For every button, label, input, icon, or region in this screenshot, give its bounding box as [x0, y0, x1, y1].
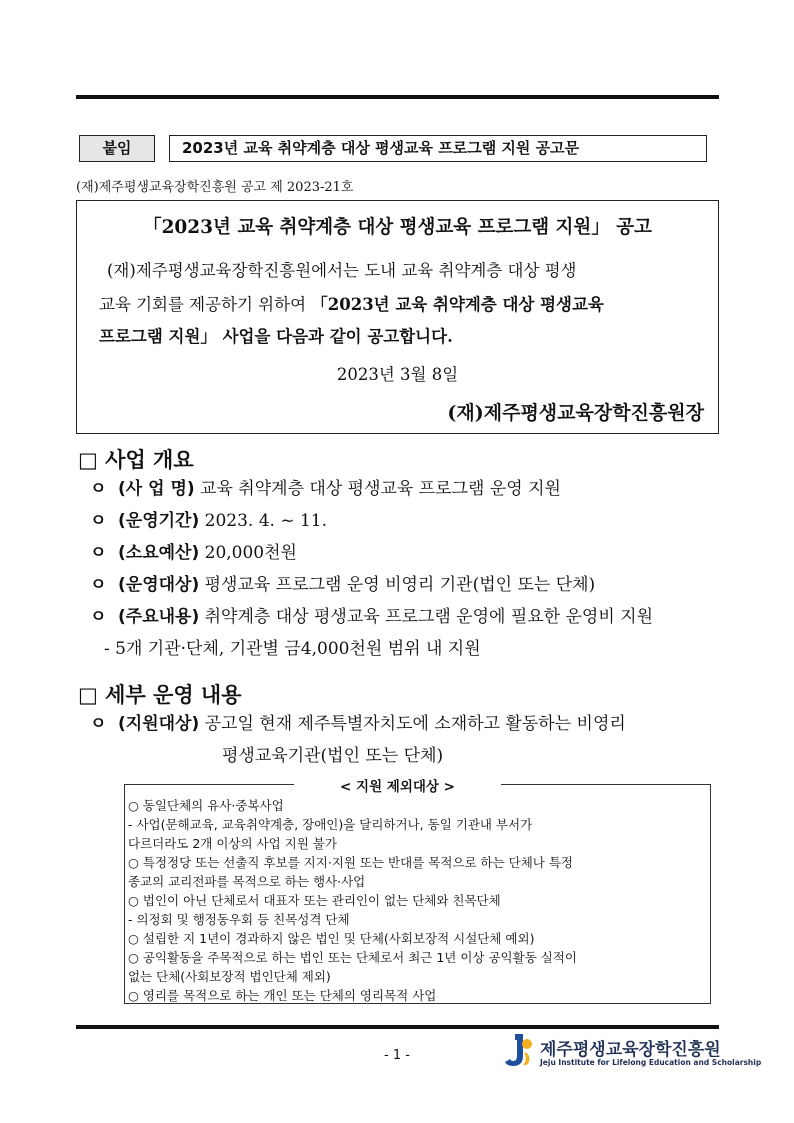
org-name-english: Jeju Institute for Lifelong Education and Scholarship	[540, 1058, 762, 1067]
exclusion-title: < 지원 제외대상 >	[340, 779, 455, 795]
exclusion-line: 다르더라도 2개 이상의 사업 지원 불가	[128, 836, 337, 851]
document-title: 2023년 교육 취약계층 대상 평생교육 프로그램 지원 공고문	[169, 135, 707, 162]
exclusion-line: ○ 공익활동을 주목적으로 하는 법인 또는 단체로서 최근 1년 이상 공익활동 실적이	[128, 950, 577, 965]
exclusion-line: ○ 동일단체의 유사·중복사업	[128, 798, 284, 813]
list-item	[90, 709, 626, 734]
exclusion-line: ○ 설립한 지 1년이 경과하지 않은 법인 및 단체(사회보장적 시설단체 예외)	[128, 931, 535, 946]
item-label: (운영기간)	[118, 511, 200, 531]
bullet-mark: ㅇ	[90, 543, 107, 563]
bullet-mark: ㅇ	[90, 575, 107, 595]
top-rule	[76, 95, 719, 99]
jeju-institute-logo-icon	[503, 1032, 533, 1068]
list-item	[90, 602, 653, 627]
exclusion-box-top-left-edge	[124, 784, 294, 785]
item-text: 2023. 4. ~ 11.	[199, 511, 328, 531]
exclusion-line: - 의정회 및 행정동우회 등 친목성격 단체	[128, 912, 350, 927]
bullet-mark: ㅇ	[90, 714, 107, 734]
notice-date: 2023년 3월 8일	[336, 365, 459, 384]
bullet-mark: ㅇ	[90, 511, 107, 531]
bottom-rule	[76, 1025, 719, 1029]
item-continuation: 평생교육기관(법인 또는 단체)	[222, 746, 444, 766]
bullet-mark: ㅇ	[90, 479, 107, 499]
page-number: - 1 -	[384, 1048, 410, 1063]
notice-body-line2	[99, 293, 699, 317]
item-label: (운영대상)	[118, 575, 200, 595]
notice-body-line3: 프로그램 지원」 사업을 다음과 같이 공고합니다.	[99, 327, 453, 346]
exclusion-line: - 사업(문해교육, 교육취약계층, 장애인)을 달리하거나, 동일 기관내 부서가	[128, 817, 533, 832]
org-name-korean: 제주평생교육장학진흥원	[540, 1040, 721, 1060]
notice-body-line2-plain: 교육 기회를 제공하기 위하여	[99, 295, 312, 314]
exclusion-box-top-right-edge	[501, 784, 711, 785]
item-text: 공고일 현재 제주특별자치도에 소재하고 활동하는 비영리	[199, 714, 626, 734]
item-text: 20,000천원	[199, 543, 297, 563]
bullet-mark: ㅇ	[90, 607, 107, 627]
exclusion-line: ○ 법인이 아닌 단체로서 대표자 또는 관리인이 없는 단체와 친목단체	[128, 893, 501, 908]
notice-title: 「2023년 교육 취약계층 대상 평생교육 프로그램 지원」 공고	[143, 217, 652, 238]
notice-box	[76, 200, 719, 434]
exclusion-line: 없는 단체(사회보장적 법인단체 제외)	[128, 969, 331, 984]
notice-signature: (재)제주평생교육장학진흥원장	[447, 402, 704, 424]
notice-body-line2-bold: 「2023년 교육 취약계층 대상 평생교육	[311, 295, 604, 314]
list-item	[90, 474, 561, 499]
list-item	[90, 506, 327, 531]
item-label: (소요예산)	[118, 543, 200, 563]
section-heading-overview: □ 사업 개요	[78, 448, 194, 472]
section-heading-details: □ 세부 운영 내용	[78, 683, 242, 707]
item-text: 교육 취약계층 대상 평생교육 프로그램 운영 지원	[194, 479, 561, 499]
item-label: (주요내용)	[118, 607, 200, 627]
exclusion-line: 종교의 교리전파를 목적으로 하는 행사·사업	[128, 874, 366, 889]
notice-number: (재)제주평생교육장학진흥원 공고 제 2023-21호	[76, 180, 354, 195]
notice-body-line1: (재)제주평생교육장학진흥원에서는 도내 교육 취약계층 대상 평생	[107, 261, 577, 280]
sub-item: - 5개 기관·단체, 기관별 금4,000천원 범위 내 지원	[104, 639, 481, 659]
item-text: 취약계층 대상 평생교육 프로그램 운영에 필요한 운영비 지원	[199, 607, 654, 627]
list-item	[90, 538, 297, 563]
item-label: (사 업 명)	[118, 479, 195, 499]
attachment-tag: 붙임	[79, 135, 155, 162]
exclusion-line: ○ 특정정당 또는 선출직 후보를 지지·지원 또는 반대를 목적으로 하는 단체나 특정	[128, 855, 573, 870]
list-item	[90, 570, 595, 595]
exclusion-line: ○ 영리를 목적으로 하는 개인 또는 단체의 영리목적 사업	[128, 988, 437, 1003]
item-text: 평생교육 프로그램 운영 비영리 기관(법인 또는 단체)	[199, 575, 596, 595]
item-label: (지원대상)	[118, 714, 200, 734]
